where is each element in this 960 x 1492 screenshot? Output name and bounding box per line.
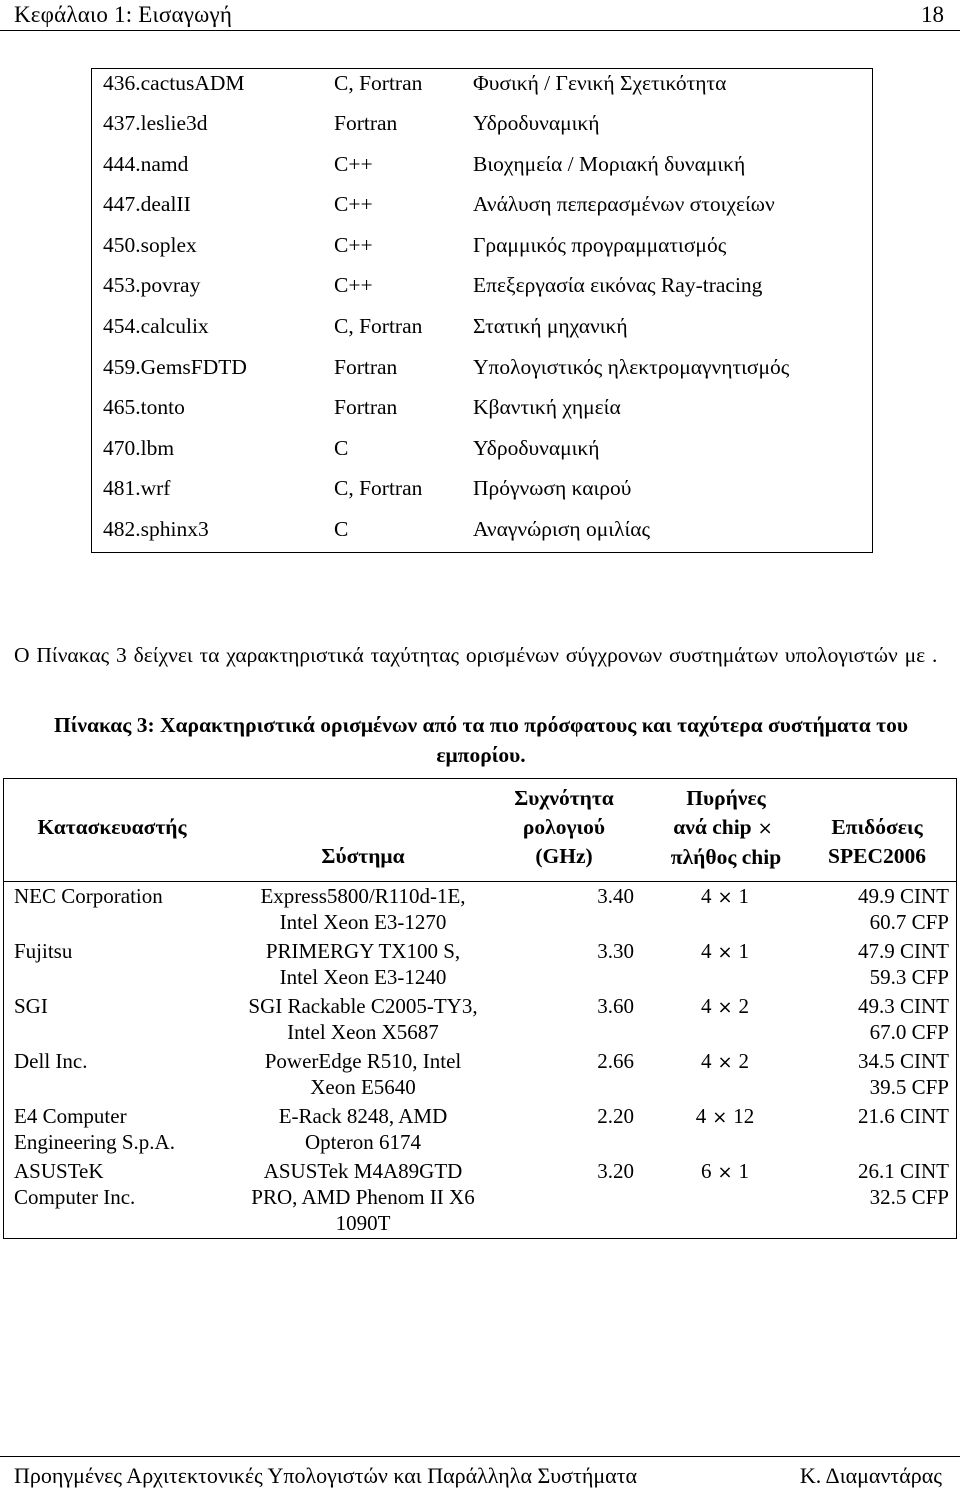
spec-cell — [794, 993, 949, 1045]
systems-table — [3, 778, 957, 1239]
table-row — [92, 395, 872, 435]
maker-cell: Fujitsu — [14, 939, 73, 963]
chips-value: 2 — [738, 994, 750, 1018]
maker-cell: ASUSTeK Computer Inc. — [14, 1159, 136, 1209]
system-line: SGI Rackable C2005-TY3, — [248, 994, 478, 1018]
page-footer — [0, 1456, 960, 1492]
table-row — [92, 111, 872, 151]
chips-value: 1 — [738, 884, 750, 908]
body-paragraph: Ο Πίνακας 3 δείχνει τα χαρακτηριστικά ταχύτητας ορισμένων σύγχρονων συστημάτων υπολογιστών με . — [14, 643, 938, 667]
header-frequency-line: Συχνότητα — [514, 786, 614, 810]
benchmark-name: 481.wrf — [103, 476, 171, 500]
benchmark-language: C, Fortran — [334, 476, 423, 500]
header-cores-line: πλήθος chip — [670, 845, 782, 869]
page-number: 18 — [921, 2, 944, 27]
multiply-icon: × — [717, 1162, 733, 1183]
chips-value: 1 — [738, 939, 750, 963]
cores-value: 4 — [695, 1104, 707, 1128]
spec-cint: 49.9 CINT — [858, 884, 949, 908]
frequency-cell: 3.40 — [597, 884, 634, 908]
table-row — [92, 517, 872, 557]
spec-cint: 47.9 CINT — [858, 939, 949, 963]
benchmark-area: Υδροδυναμική — [473, 436, 600, 460]
system-cell — [232, 993, 494, 1045]
benchmark-language: C, Fortran — [334, 71, 423, 95]
table-caption: Πίνακας 3: Χαρακτηριστικά ορισμένων από τα πιο πρόσφατους και ταχύτερα συστήματα του εμπορίου. — [53, 713, 909, 767]
spec-cfp: 67.0 CFP — [869, 1020, 949, 1044]
benchmark-name: 436.cactusADM — [103, 71, 245, 95]
benchmark-area: Βιοχημεία / Μοριακή δυναμική — [473, 152, 746, 176]
system-line: Intel Xeon X5687 — [287, 1020, 439, 1044]
system-line: E-Rack 8248, AMD — [278, 1104, 448, 1128]
system-line: ASUSTek M4A89GTD — [263, 1159, 463, 1183]
benchmark-name: 470.lbm — [103, 436, 175, 460]
spec-cfp: 32.5 CFP — [869, 1185, 949, 1209]
cores-cell — [660, 1048, 790, 1076]
benchmark-language: C — [334, 517, 349, 541]
benchmark-language: C — [334, 436, 349, 460]
benchmark-area: Ανάλυση πεπερασμένων στοιχείων — [473, 192, 775, 216]
benchmark-area: Κβαντική χημεία — [473, 395, 621, 419]
spec-cell — [794, 938, 949, 990]
system-line: PRO, AMD Phenom II X6 — [251, 1185, 475, 1209]
frequency-cell: 2.20 — [597, 1104, 634, 1128]
benchmark-name: 465.tonto — [103, 395, 185, 419]
system-cell — [232, 883, 494, 935]
benchmark-language: C++ — [334, 192, 373, 216]
header-frequency-line: (GHz) — [535, 844, 593, 868]
maker-cell: Dell Inc. — [14, 1049, 88, 1073]
header-maker: Κατασκευαστής — [37, 815, 187, 839]
system-line: Express5800/R110d-1E, — [260, 884, 466, 908]
header-cores — [642, 784, 810, 872]
benchmark-language: C++ — [334, 152, 373, 176]
system-line: PowerEdge R510, Intel — [264, 1049, 462, 1073]
header-spec-line: Επιδόσεις — [831, 815, 923, 839]
cores-value: 4 — [700, 939, 712, 963]
spec-cell — [794, 1103, 949, 1129]
benchmark-area: Φυσική / Γενική Σχετικότητα — [473, 71, 727, 95]
chips-value: 2 — [738, 1049, 750, 1073]
system-line: Xeon E5640 — [310, 1075, 416, 1099]
benchmark-name: 437.leslie3d — [103, 111, 208, 135]
table-row — [92, 476, 872, 516]
cores-value: 4 — [700, 1049, 712, 1073]
chips-value: 1 — [738, 1159, 750, 1183]
benchmark-name: 444.namd — [103, 152, 189, 176]
cores-cell — [660, 1103, 790, 1131]
benchmark-language: Fortran — [334, 111, 398, 135]
table-row — [92, 71, 872, 111]
benchmark-area: Γραμμικός προγραμματισμός — [473, 233, 727, 257]
chips-value: 12 — [733, 1104, 755, 1128]
frequency-cell: 3.30 — [597, 939, 634, 963]
system-cell — [232, 1158, 494, 1236]
header-frequency — [484, 784, 644, 871]
header-system: Σύστημα — [321, 844, 405, 868]
benchmark-language: C, Fortran — [334, 314, 423, 338]
benchmark-language: C++ — [334, 233, 373, 257]
spec-cell — [794, 883, 949, 935]
benchmark-name: 447.dealII — [103, 192, 191, 216]
benchmark-area: Στατική μηχανική — [473, 314, 628, 338]
maker-cell: E4 Computer Engineering S.p.A. — [14, 1104, 175, 1154]
spec-cint: 26.1 CINT — [858, 1159, 949, 1183]
cores-cell — [660, 938, 790, 966]
benchmark-language: Fortran — [334, 355, 398, 379]
system-line: PRIMERGY TX100 S, — [265, 939, 461, 963]
frequency-cell: 3.20 — [597, 1159, 634, 1183]
spec-cell — [794, 1158, 949, 1210]
benchmark-area: Υδροδυναμική — [473, 111, 600, 135]
header-spec-line: SPEC2006 — [828, 844, 926, 868]
multiply-icon: × — [717, 1052, 733, 1073]
header-cores-line — [642, 813, 810, 843]
system-line: Opteron 6174 — [304, 1130, 422, 1154]
benchmark-name: 454.calculix — [103, 314, 209, 338]
frequency-cell: 2.66 — [597, 1049, 634, 1073]
benchmark-area: Αναγνώριση ομιλίας — [473, 517, 651, 541]
table-row — [92, 233, 872, 273]
benchmark-table — [91, 68, 873, 553]
spec-cint: 49.3 CINT — [858, 994, 949, 1018]
table-row — [92, 273, 872, 313]
benchmark-language: Fortran — [334, 395, 398, 419]
book-title: Προηγμένες Αρχιτεκτονικές Υπολογιστών και Παράλληλα Συστήματα — [14, 1463, 638, 1488]
benchmark-name: 453.povray — [103, 273, 201, 297]
system-cell — [232, 1048, 494, 1100]
table-row — [92, 436, 872, 476]
cores-value: 6 — [700, 1159, 712, 1183]
multiply-icon: × — [717, 887, 733, 908]
multiply-icon: × — [712, 1107, 728, 1128]
spec-cfp: 39.5 CFP — [869, 1075, 949, 1099]
multiply-icon: × — [717, 942, 733, 963]
chapter-title: Κεφάλαιο 1: Εισαγωγή — [14, 2, 233, 27]
spec-cfp: 59.3 CFP — [869, 965, 949, 989]
header-spec — [798, 813, 956, 871]
header-cores-text: ανά chip — [673, 815, 752, 839]
maker-cell: NEC Corporation — [14, 884, 163, 908]
system-line: Intel Xeon E3-1240 — [279, 965, 447, 989]
table-row — [92, 152, 872, 192]
multiply-icon: × — [717, 997, 733, 1018]
header-cores-line: Πυρήνες — [686, 786, 766, 810]
benchmark-area: Επεξεργασία εικόνας Ray-tracing — [473, 273, 763, 297]
cores-value: 4 — [700, 994, 712, 1018]
spec-cint: 21.6 CINT — [858, 1104, 949, 1128]
maker-cell: SGI — [14, 994, 48, 1018]
system-cell — [232, 938, 494, 990]
system-line: Intel Xeon E3-1270 — [279, 910, 447, 934]
benchmark-language: C++ — [334, 273, 373, 297]
author-name: Κ. Διαμαντάρας — [799, 1463, 942, 1488]
cores-value: 4 — [700, 884, 712, 908]
cores-cell — [660, 993, 790, 1021]
benchmark-name: 459.GemsFDTD — [103, 355, 247, 379]
table-row — [92, 192, 872, 232]
header-frequency-line: ρολογιού — [522, 815, 606, 839]
benchmark-name: 450.soplex — [103, 233, 197, 257]
cores-cell — [660, 1158, 790, 1186]
system-line: 1090T — [335, 1211, 391, 1235]
benchmark-area: Υπολογιστικός ηλεκτρομαγνητισμός — [473, 355, 790, 379]
header-divider — [4, 881, 956, 882]
table-row — [92, 355, 872, 395]
page-header — [0, 0, 960, 31]
cores-cell — [660, 883, 790, 911]
frequency-cell: 3.60 — [597, 994, 634, 1018]
system-cell — [232, 1103, 494, 1155]
table-row — [92, 314, 872, 354]
benchmark-name: 482.sphinx3 — [103, 517, 209, 541]
benchmark-area: Πρόγνωση καιρού — [473, 476, 632, 500]
spec-cell — [794, 1048, 949, 1100]
spec-cfp: 60.7 CFP — [869, 910, 949, 934]
spec-cint: 34.5 CINT — [858, 1049, 949, 1073]
multiply-icon: × — [757, 818, 773, 839]
